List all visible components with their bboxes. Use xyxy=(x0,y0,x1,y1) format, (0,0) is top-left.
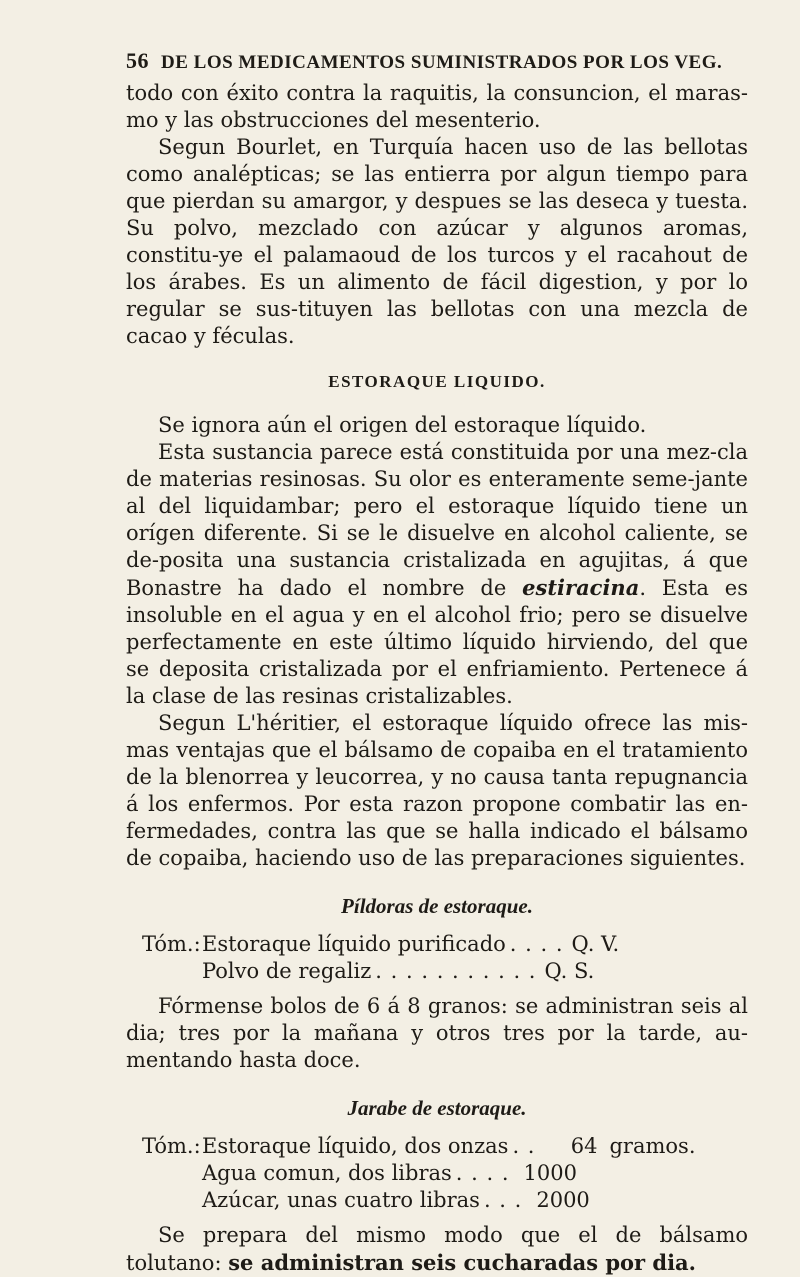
recipe-dots: . . . xyxy=(483,1188,523,1212)
recipe-row xyxy=(126,958,748,985)
recipe-note-pildoras: Fórmense bolos de 6 á 8 granos: se administran seis al dia; tres por la mañana y otros tres por la tarde, au-mentando hasta doce. xyxy=(126,994,748,1072)
recipe-amount: 64 xyxy=(570,1134,598,1158)
recipe-item: Estoraque líquido purificado xyxy=(202,932,506,956)
recipe-dots: . . . . xyxy=(455,1161,510,1185)
recipe-row xyxy=(126,1133,748,1160)
recipe-lead: Tóm.: xyxy=(142,932,201,956)
running-title: DE LOS MEDICAMENTOS SUMINISTRADOS POR LOS VEG. xyxy=(161,52,723,73)
recipe-dots: . . . . . . . . . . . xyxy=(375,959,537,983)
recipe-dots: . . . . xyxy=(509,932,564,956)
paragraph-lheritier: Segun L'héritier, el estoraque líquido ofrece las mis-mas ventajas que el bálsamo de copaiba en el tratamiento de la blenorrea y leucorrea, y no causa tanta repugnancia á los enfermos. Por esta razon propone combatir las en-fermedades, contra las que se halla indicado el bálsamo de copaiba, haciendo uso de las preparaciones siguientes. xyxy=(126,711,748,870)
paragraph-continuation: todo con éxito contra la raquitis, la consuncion, el maras-mo y las obstrucciones del mesenterio. xyxy=(126,81,748,132)
recipe-lead: Tóm.: xyxy=(142,1134,201,1158)
recipe-row xyxy=(126,931,748,958)
recipe-note-line1: Se prepara del mismo modo que el de bálsamo tolutano: xyxy=(126,1223,748,1275)
recipe-amount-wrap xyxy=(523,1160,577,1187)
recipe-title-pildoras: Píldoras de estoraque. xyxy=(341,894,533,918)
recipe-item: Azúcar, unas cuatro libras xyxy=(202,1188,480,1212)
section-title: ESTORAQUE LIQUIDO. xyxy=(328,372,546,391)
paragraph-bourlet: Segun Bourlet, en Turquía hacen uso de las bellotas como analépticas; se las entierra por algun tiempo para que pierdan su amargor, y despues se las deseca y tuesta. Su polvo, mezclado con azúcar y algunos aromas, constitu-ye el palamaoud de los turcos y el racahout de los árabes. Es un alimento de fácil digestion, y por lo regular se sus-tituyen las bellotas con una mezcla de cacao y féculas. xyxy=(126,135,748,348)
recipe-amount: 1000 xyxy=(523,1161,577,1185)
recipe-item: Polvo de regaliz xyxy=(202,959,372,983)
composition-text-a: Esta sustancia parece está constituida por una mez-cla de materias resinosas. Su olor es enteramente seme-jante al del liquidambar; pero el estoraque líquido tiene un orígen diferente. Si se le disuelve en alcohol caliente, se de-posita una sustancia cristalizada en agujitas, á que Bonastre ha dado el nombre de xyxy=(126,440,748,600)
recipe-row xyxy=(126,1160,748,1187)
recipe-amount: 2000 xyxy=(536,1188,590,1212)
recipe-note-line2: se administran seis cucharadas por dia. xyxy=(228,1250,696,1275)
recipe-pildoras xyxy=(126,931,748,985)
recipe-amount: Q. V. xyxy=(571,932,620,956)
term-estiracina: estiracina xyxy=(522,575,640,600)
recipe-amount-wrap xyxy=(549,1133,695,1160)
recipe-title-jarabe: Jarabe de estoraque. xyxy=(347,1096,527,1120)
recipe-jarabe xyxy=(126,1133,748,1214)
paragraph-origin: Se ignora aún el origen del estoraque líquido. xyxy=(158,413,647,437)
composition-text-b: . Esta es insoluble en el agua y en el alcohol frio; pero se disuelve perfectamente en este último líquido hirviendo, del que se deposita cristalizada por el enfriamiento. Pertenece á la clase de las resinas cristalizables. xyxy=(126,576,749,708)
recipe-amount: Q. S. xyxy=(544,959,595,983)
recipe-unit: gramos. xyxy=(609,1134,696,1158)
page-number: 56 xyxy=(126,48,149,73)
recipe-note-jarabe xyxy=(126,1222,748,1277)
recipe-row xyxy=(126,1187,748,1214)
recipe-dots: . . xyxy=(512,1134,536,1158)
recipe-item: Agua comun, dos libras xyxy=(202,1161,452,1185)
recipe-item: Estoraque líquido, dos onzas xyxy=(202,1134,509,1158)
running-head xyxy=(126,48,748,74)
paragraph-composition xyxy=(126,439,748,710)
recipe-amount-wrap xyxy=(536,1187,590,1214)
